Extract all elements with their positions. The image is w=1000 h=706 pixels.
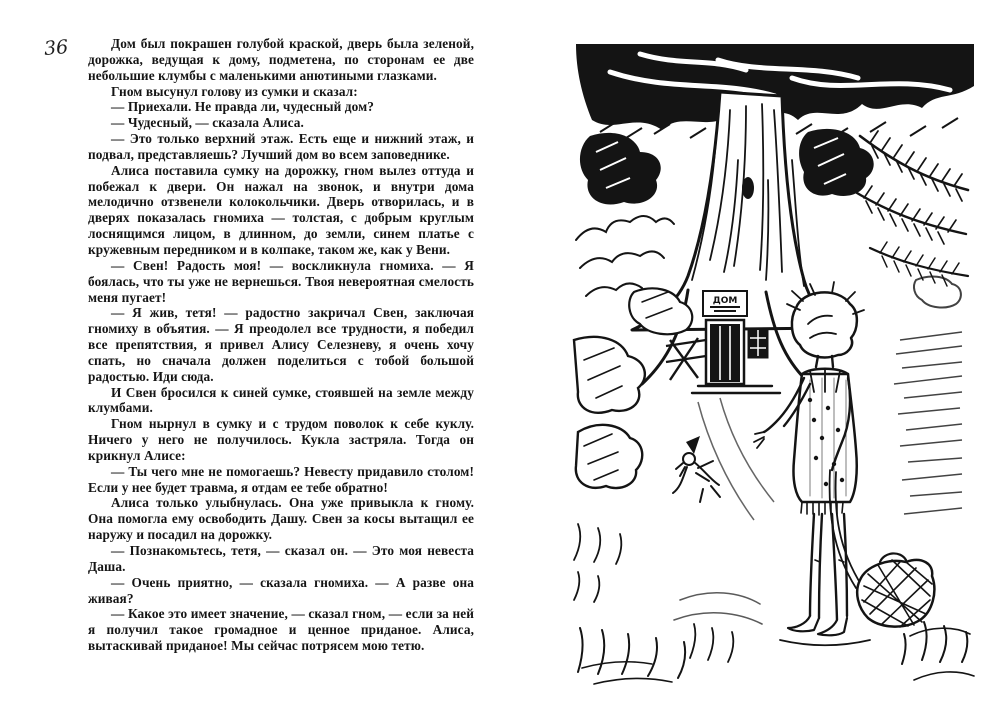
rocks-and-bushes [574,216,692,488]
plaid-bag [857,553,934,627]
paragraph: — Чудесный, — сказала Алиса. [111,115,304,131]
girl-figure [754,282,864,635]
paragraph: Гном нырнул в сумку и с трудом поволок к себе куклу. Ничего у него не получилось. Кукла застряла. Тогда он крикнул Алисе: [88,416,474,463]
paragraph: Алиса поставила сумку на дорожку, гном вылез оттуда и побежал к двери. Он нажал на звонок, и внутри дома мелодично отзвенели колокольчики. Дверь отворилась, и в дверях показалась гномиха — толстая, с добрым круглым лоснящимся лицом, в длинном, до земли, синем платье с кружевным передником и в колпаке, таком же, как у Вени. [88,162,474,257]
paragraph: Алиса только улыбнулась. Она уже привыкла к гному. Она помогла ему освободить Дашу. Свен за косы вытащил ее наружу и посадил на дорожку. [88,495,474,543]
paragraph: — Ты чего мне не помогаешь? Невесту придавило столом! Если у нее будет травма, я отдам ее тебе обратно! [88,463,474,495]
paragraph: Гном высунул голову из сумки и сказал: [111,83,358,99]
paragraph: — Познакомьтесь, тетя, — сказал он. — Это моя невеста Даша. [88,543,474,574]
path-to-door [698,398,774,520]
paragraph: — Очень приятно, — сказала гномиха. — А разве она живая? [88,574,474,606]
paragraph: Дом был покрашен голубой краской, дверь была зеленой, дорожка, ведущая к дому, подметена, по сторонам ее две небольшие клумбы с маленькими анютиными глазками. [88,36,474,83]
page-number: 36 [43,35,70,61]
tree-house-illustration [570,40,980,690]
page-text [88,36,474,654]
tree-illustration-svg [570,40,980,690]
paragraph: — Я жив, тетя! — радостно закричал Свен, заключая гномиху в объятия. — Я преодолел все трудности, я победил все препятствия, я привел Алису Селезневу, я очень хочу спать, но сначала должен поделиться с тобой большой радостью. Иди сюда. [88,305,474,384]
paragraph: — Какое это имеет значение, — сказал гном, — если за ней я получил такое громадное и ценное приданое. Алиса, вытаскивай приданое! Мы сейчас потрясем мою тетю. [88,606,474,654]
meadow-hatching [894,277,962,514]
paragraph: — Свен! Радость моя! — воскликнула гномиха. — Я боялась, что ты уже не вернешься. Твоя невероятная смелость меня пугает! [88,257,474,305]
door-sign-text: ДОМ [712,296,738,306]
paragraph: — Приехали. Не правда ли, чудесный дом? [111,99,375,115]
paragraph: — Это только верхний этаж. Есть еще и нижний этаж, и подвал, представляешь? Лучший дом во всем заповеднике. [88,131,474,162]
paragraph: И Свен бросился к синей сумке, стоявшей на земле между клумбами. [88,384,474,416]
